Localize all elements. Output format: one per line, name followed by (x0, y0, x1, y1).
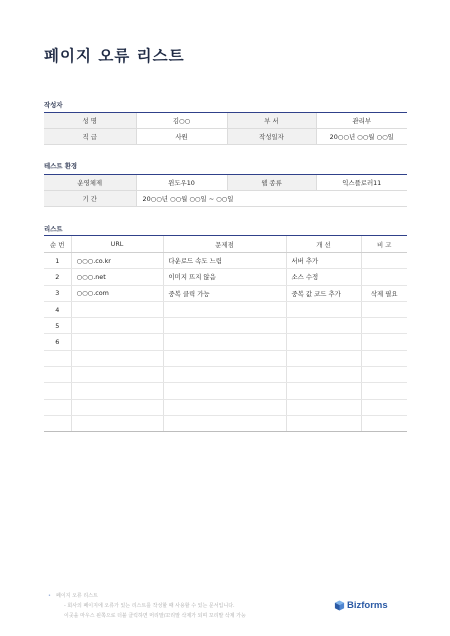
remarks-cell (361, 415, 407, 431)
row-number-cell (44, 350, 71, 366)
row-number-cell (44, 415, 71, 431)
author-row (44, 129, 407, 145)
author-section-heading: 작성자 (44, 101, 63, 109)
problem-cell: 이미지 뜨지 않음 (163, 269, 286, 285)
url-cell (71, 301, 163, 317)
problem-cell (163, 334, 286, 350)
list-section-heading: 리스트 (44, 225, 63, 233)
table-row (44, 253, 407, 269)
header-url: URL (71, 236, 163, 253)
bizforms-logo (334, 600, 388, 611)
row-number-cell: 5 (44, 318, 71, 334)
test-env-row (44, 191, 407, 207)
bullet-icon: • (48, 593, 51, 599)
improvement-cell: 중복 값 코드 추가 (286, 285, 361, 301)
date-value: 20○○년 ○○월 ○○일 (316, 129, 407, 145)
browser-value: 익스플로러11 (316, 175, 407, 191)
test-env-table (44, 174, 407, 207)
improvement-cell: 서버 추가 (286, 253, 361, 269)
url-cell (71, 367, 163, 383)
row-number-cell: 3 (44, 285, 71, 301)
url-cell (71, 334, 163, 350)
table-row (44, 285, 407, 301)
remarks-cell (361, 399, 407, 415)
url-cell (71, 383, 163, 399)
remarks-cell: 삭제 필요 (361, 285, 407, 301)
problem-cell (163, 350, 286, 366)
table-row (44, 367, 407, 383)
author-info-table (44, 112, 407, 145)
improvement-cell (286, 350, 361, 366)
header-improvement: 개 선 (286, 236, 361, 253)
os-value: 윈도우10 (136, 175, 227, 191)
improvement-cell: 소스 수정 (286, 269, 361, 285)
problem-cell: 중복 클릭 가능 (163, 285, 286, 301)
table-row (44, 334, 407, 350)
test-section-heading: 테스트 환경 (44, 162, 78, 170)
url-cell (71, 399, 163, 415)
improvement-cell (286, 367, 361, 383)
department-value: 관리부 (316, 113, 407, 129)
department-label: 부 서 (227, 113, 316, 129)
improvement-cell (286, 415, 361, 431)
position-value: 사원 (136, 129, 227, 145)
improvement-cell (286, 399, 361, 415)
row-number-cell: 4 (44, 301, 71, 317)
footer-note (48, 591, 246, 621)
problem-cell (163, 318, 286, 334)
table-row (44, 350, 407, 366)
position-label: 직 급 (44, 129, 136, 145)
row-number-cell: 2 (44, 269, 71, 285)
os-label: 운영체제 (44, 175, 136, 191)
improvement-cell (286, 318, 361, 334)
improvement-cell (286, 383, 361, 399)
error-list-table (44, 235, 407, 432)
url-cell (71, 318, 163, 334)
browser-label: 웹 종류 (227, 175, 316, 191)
header-problem: 문제점 (163, 236, 286, 253)
table-row (44, 383, 407, 399)
problem-cell (163, 415, 286, 431)
problem-cell (163, 383, 286, 399)
url-cell: ○○○.net (71, 269, 163, 285)
remarks-cell (361, 334, 407, 350)
row-number-cell: 1 (44, 253, 71, 269)
list-header-row (44, 236, 407, 253)
improvement-cell (286, 334, 361, 350)
row-number-cell (44, 383, 71, 399)
table-row (44, 318, 407, 334)
period-value: 20○○년 ○○월 ○○일 ~ ○○일 (136, 191, 407, 207)
date-label: 작성일자 (227, 129, 316, 145)
remarks-cell (361, 253, 407, 269)
footer-title: 페이지 오류 리스트 (56, 593, 98, 599)
remarks-cell (361, 367, 407, 383)
url-cell (71, 415, 163, 431)
table-row (44, 301, 407, 317)
name-label: 성 명 (44, 113, 136, 129)
name-value: 김○○ (136, 113, 227, 129)
header-remarks: 비 고 (361, 236, 407, 253)
test-env-row (44, 175, 407, 191)
problem-cell: 다운로드 속도 느림 (163, 253, 286, 269)
remarks-cell (361, 350, 407, 366)
footer-instruction: 이곳을 마우스 왼쪽으로 더블 클릭하면 머리말/꼬리말 삭제가 되며 꼬리말 삭제 가능 (64, 613, 246, 619)
remarks-cell (361, 301, 407, 317)
problem-cell (163, 367, 286, 383)
page-title: 페이지 오류 리스트 (44, 47, 185, 65)
brand-name: Bizforms (347, 600, 388, 611)
row-number-cell (44, 367, 71, 383)
problem-cell (163, 301, 286, 317)
url-cell (71, 350, 163, 366)
row-number-cell: 6 (44, 334, 71, 350)
remarks-cell (361, 318, 407, 334)
improvement-cell (286, 301, 361, 317)
author-row (44, 113, 407, 129)
url-cell: ○○○.co.kr (71, 253, 163, 269)
url-cell: ○○○.com (71, 285, 163, 301)
header-number: 순 번 (44, 236, 71, 253)
problem-cell (163, 399, 286, 415)
remarks-cell (361, 269, 407, 285)
table-row (44, 269, 407, 285)
row-number-cell (44, 399, 71, 415)
period-label: 기 간 (44, 191, 136, 207)
bizforms-logo-icon (334, 600, 345, 611)
remarks-cell (361, 383, 407, 399)
table-row (44, 415, 407, 431)
footer-description: - 회사의 페이지에 오류가 있는 리스트를 작성할 때 사용할 수 있는 문서입니다. (64, 603, 235, 609)
table-row (44, 399, 407, 415)
